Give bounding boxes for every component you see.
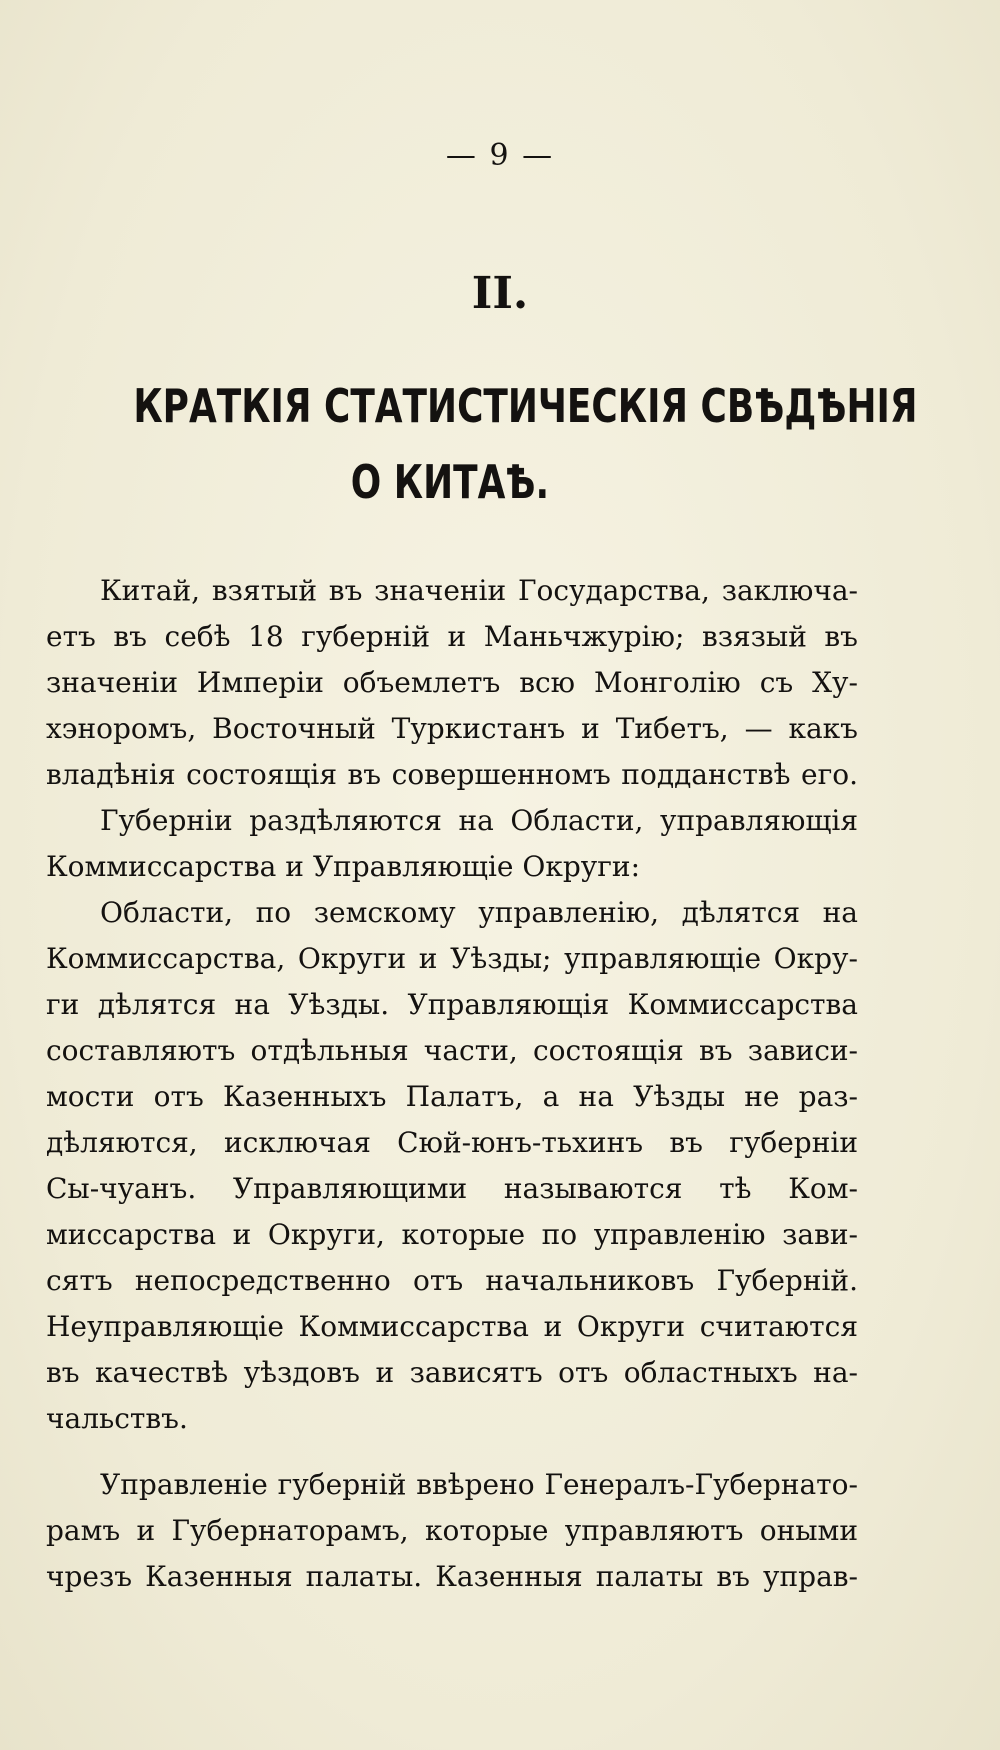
paragraph [46, 890, 858, 1442]
text-line: владѣнія состоящія въ совершенномъ подданствѣ его. [46, 758, 858, 791]
text-line: чальствъ. [46, 1402, 188, 1435]
text-line: хэноромъ, Восточный Туркистанъ и Тибетъ, — какъ [46, 712, 858, 745]
section-number: II. [471, 268, 529, 319]
body-text [46, 568, 858, 1600]
text-line: рамъ и Губернаторамъ, которые управляютъ оными [46, 1514, 858, 1547]
text-line: Управленіе губерній ввѣрено Генералъ-Губернато- [100, 1468, 858, 1501]
text-line: етъ въ себѣ 18 губерній и Маньчжурію; взязый въ [46, 620, 858, 653]
chapter-title-line: КРАТКІЯ СТАТИСТИЧЕСКІЯ СВѢДѢНІЯ [133, 379, 918, 433]
text-line: Сы-чуанъ. Управляющими называются тѣ Ком- [46, 1172, 858, 1205]
text-line: дѣляются, исключая Сюй-юнъ-тьхинъ въ губерніи [46, 1126, 858, 1159]
page-number: — 9 — [445, 138, 555, 173]
text-line: миссарства и Округи, которые по управленію зави- [46, 1218, 858, 1251]
text-line: Китай, взятый въ значеніи Государства, заключа- [100, 574, 858, 607]
text-line: въ качествѣ уѣздовъ и зависятъ отъ областныхъ на- [46, 1356, 858, 1389]
text-line: значеніи Имперіи объемлетъ всю Монголію съ Ху- [46, 666, 858, 699]
paragraph [46, 1462, 858, 1600]
text-line: сятъ непосредственно отъ начальниковъ Губерній. [46, 1264, 858, 1297]
text-line: Коммиссарства, Округи и Уѣзды; управляющіе Окру- [46, 942, 858, 975]
text-line: Неуправляющіе Коммиссарства и Округи считаются [46, 1310, 858, 1343]
text-line: составляютъ отдѣльныя части, состоящія въ зависи- [46, 1034, 858, 1067]
text-line: Коммиссарства и Управляющіе Округи: [46, 850, 641, 883]
text-line: мости отъ Казенныхъ Палатъ, а на Уѣзды не раз- [46, 1080, 858, 1113]
text-line: Губерніи раздѣляются на Области, управляющія [100, 804, 858, 837]
text-line: ги дѣлятся на Уѣзды. Управляющія Коммиссарства [46, 988, 858, 1021]
chapter-title-line: О КИТАѢ. [350, 455, 550, 509]
text-line: чрезъ Казенныя палаты. Казенныя палаты въ управ- [46, 1560, 858, 1593]
paragraph-gap [46, 1442, 858, 1462]
text-line: Области, по земскому управленію, дѣлятся на [100, 896, 858, 929]
paragraph [46, 798, 858, 890]
chapter-title [133, 368, 918, 520]
paragraph [46, 568, 858, 798]
